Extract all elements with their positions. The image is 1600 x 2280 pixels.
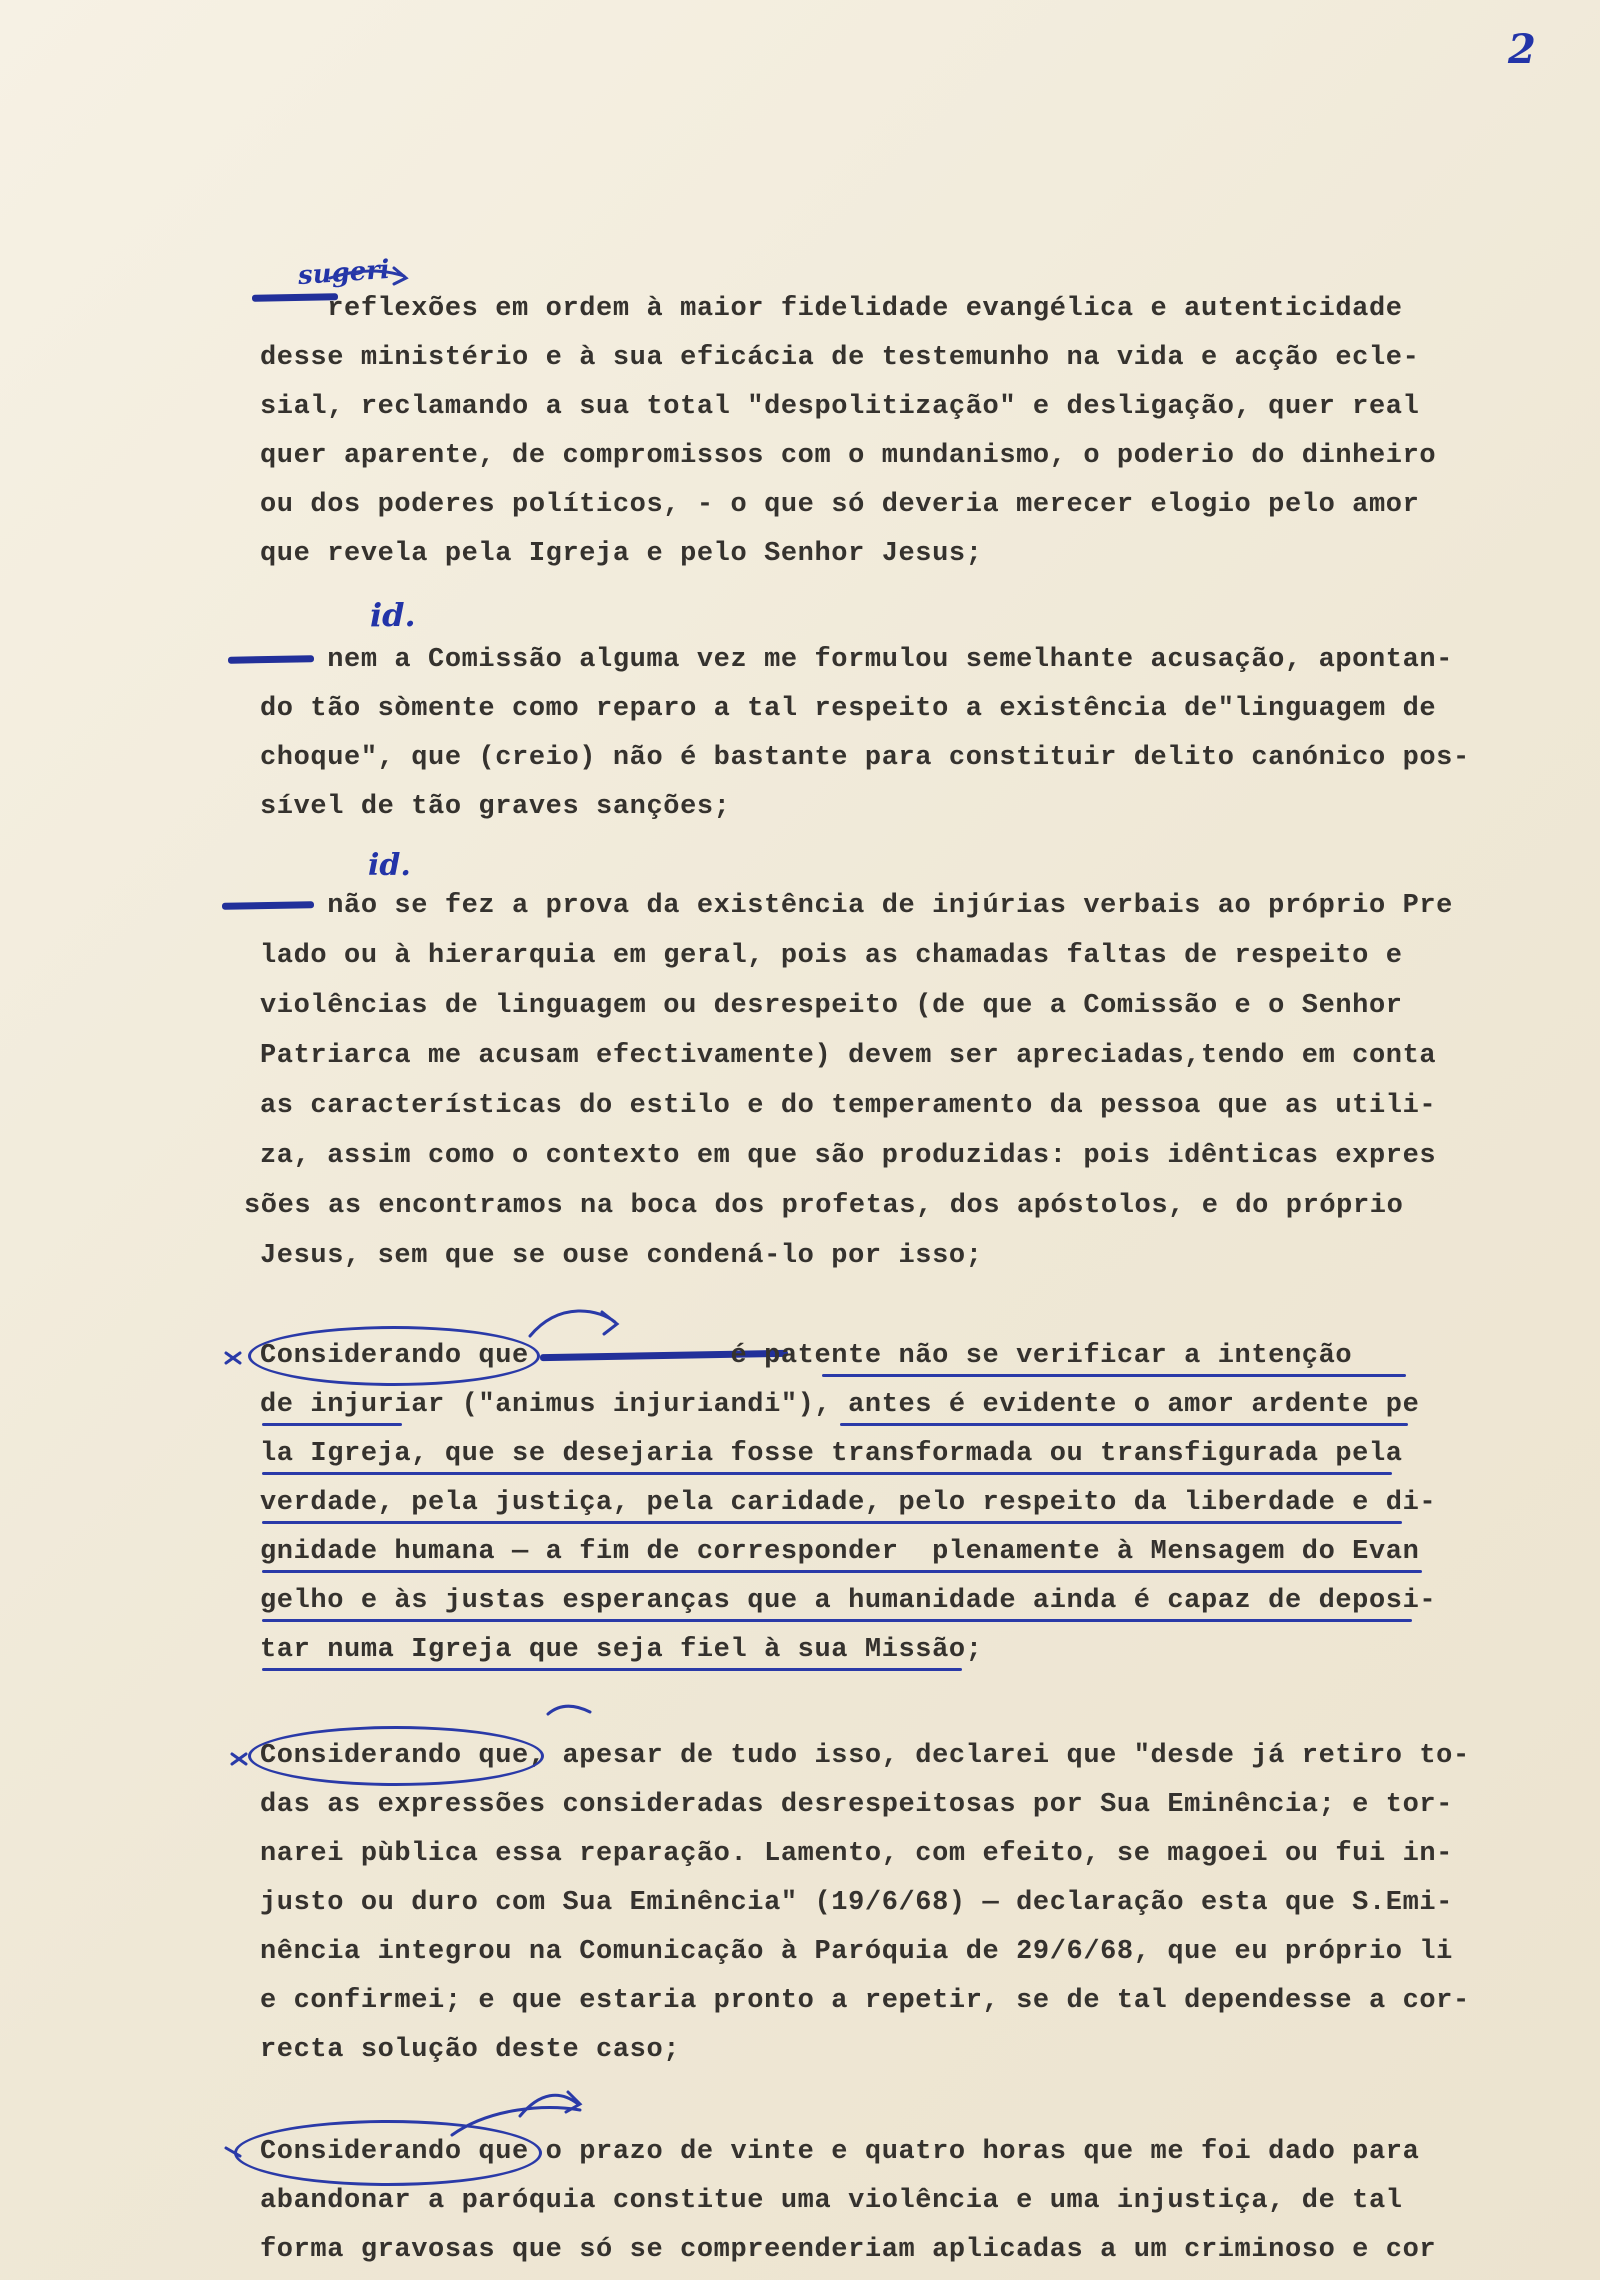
arrow-icon — [452, 2108, 580, 2135]
text-line: verdade, pela justiça, pela caridade, pelo respeito da liberdade e di- — [260, 1488, 1437, 1518]
arrow-icon — [530, 1311, 617, 1336]
text-line: nência integrou na Comunicação à Paróquia de 29/6/68, que eu próprio li — [260, 1937, 1453, 1967]
text-line: abandonar a paróquia constitue uma violência e uma injustiça, de tal — [260, 2186, 1403, 2216]
text-line: e confirmei; e que estaria pronto a repetir, se de tal dependesse a cor- — [260, 1986, 1470, 2016]
arrow-icon — [520, 2092, 580, 2116]
text-line: Considerando que o prazo de vinte e quatro horas que me foi dado para — [260, 2137, 1420, 2167]
text-line: lado ou à hierarquia em geral, pois as chamadas faltas de respeito e — [260, 941, 1403, 971]
text-line: justo ou duro com Sua Eminência" (19/6/68) — declaração esta que S.Emi- — [260, 1888, 1453, 1918]
text-line: tar numa Igreja que seja fiel à sua Missão; — [260, 1635, 983, 1665]
text-line: não se fez a prova da existência de injúrias verbais ao próprio Pre — [260, 891, 1453, 921]
text-line: sível de tão graves sanções; — [260, 792, 731, 822]
text-line: choque", que (creio) não é bastante para constituir delito canónico pos- — [260, 743, 1470, 773]
text-line: Considerando que é patente não se verificar a intenção — [260, 1341, 1353, 1371]
text-line: la Igreja, que se desejaria fosse transformada ou transfigurada pela — [260, 1439, 1403, 1469]
text-line: reflexões em ordem à maior fidelidade evangélica e autenticidade — [260, 294, 1403, 324]
text-line: desse ministério e à sua eficácia de testemunho na vida e acção ecle- — [260, 343, 1420, 373]
text-line: sial, reclamando a sua total "despolitização" e desligação, quer real — [260, 392, 1420, 422]
asterisk-mark — [232, 1754, 246, 1764]
asterisk-mark — [226, 2148, 240, 2156]
text-line: forma gravosas que só se compreenderiam aplicadas a um criminoso e cor — [260, 2235, 1437, 2265]
text-line: recta solução deste caso; — [260, 2035, 681, 2065]
text-line: de injuriar ("animus injuriandi"), antes é evidente o amor ardente pe — [260, 1390, 1420, 1420]
text-line: za, assim como o contexto em que são produzidas: pois idênticas expres — [260, 1141, 1437, 1171]
margin-note-id-1: id. — [370, 596, 416, 634]
text-line: Jesus, sem que se ouse condená-lo por isso; — [260, 1241, 983, 1271]
text-line: nem a Comissão alguma vez me formulou semelhante acusação, apontan- — [260, 645, 1453, 675]
text-line: que revela pela Igreja e pelo Senhor Jesus; — [260, 539, 983, 569]
text-line: Patriarca me acusam efectivamente) devem ser apreciadas,tendo em conta — [260, 1041, 1437, 1071]
text-line: as características do estilo e do temperamento da pessoa que as utili- — [260, 1091, 1437, 1121]
text-line: violências de linguagem ou desrespeito (de que a Comissão e o Senhor — [260, 991, 1403, 1021]
text-line: ou dos poderes políticos, - o que só deveria merecer elogio pelo amor — [260, 490, 1420, 520]
page-number: 2 — [1508, 26, 1536, 73]
margin-note-sugeri: sugeri — [297, 254, 391, 292]
text-line: sões as encontramos na boca dos profetas, dos apóstolos, e do próprio — [244, 1191, 1404, 1221]
margin-note-id-2: id. — [368, 848, 411, 883]
text-line: do tão sòmente como reparo a tal respeito a existência de"linguagem de — [260, 694, 1437, 724]
text-line: gnidade humana — a fim de corresponder plenamente à Mensagem do Evan — [260, 1537, 1420, 1567]
text-line: das as expressões consideradas desrespeitosas por Sua Eminência; e tor- — [260, 1790, 1453, 1820]
text-line: quer aparente, de compromissos com o mundanismo, o poderio do dinheiro — [260, 441, 1437, 471]
text-line: narei pùblica essa reparação. Lamento, com efeito, se magoei ou fui in- — [260, 1839, 1453, 1869]
tilde-mark — [548, 1706, 590, 1714]
asterisk-mark — [226, 1353, 240, 1363]
text-line: Considerando que, apesar de tudo isso, declarei que "desde já retiro to- — [260, 1741, 1470, 1771]
text-line: gelho e às justas esperanças que a humanidade ainda é capaz de deposi- — [260, 1586, 1437, 1616]
arrow-icon — [330, 268, 406, 284]
